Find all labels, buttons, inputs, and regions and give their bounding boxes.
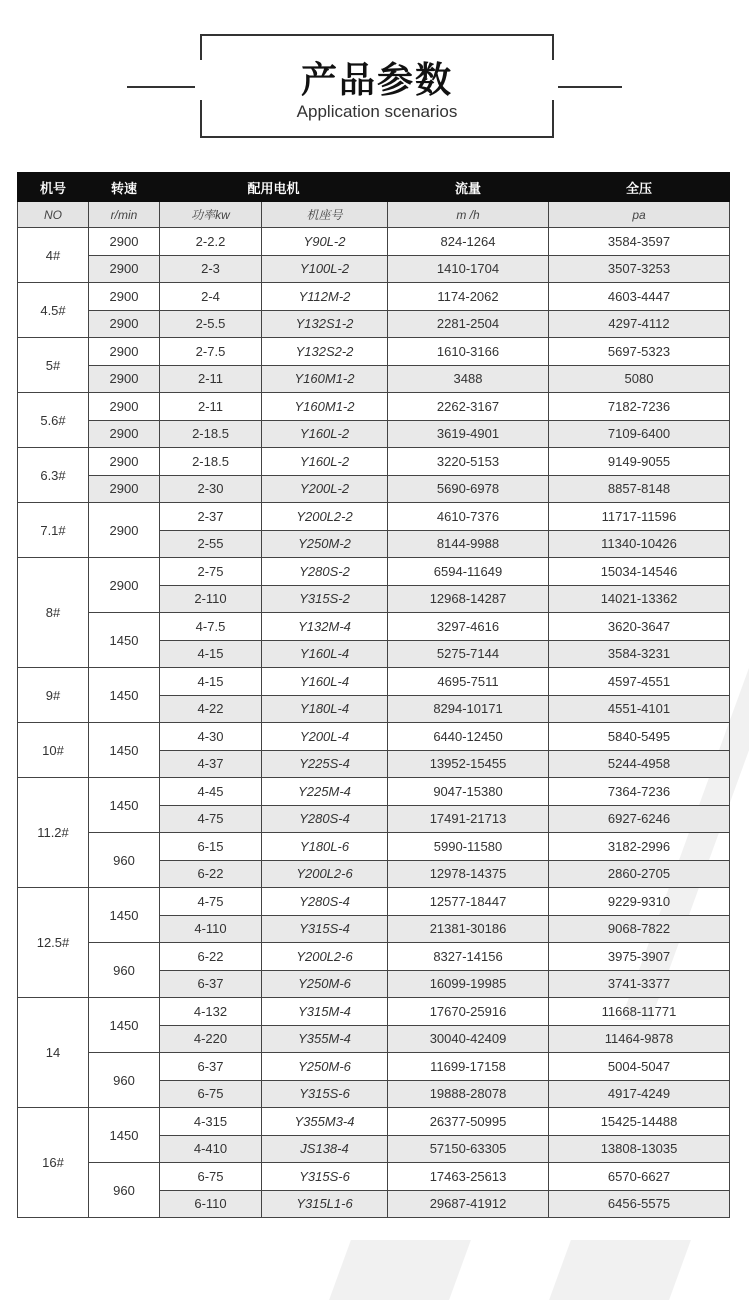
frame-cell: Y280S-4 <box>262 805 388 833</box>
flow-cell: 21381-30186 <box>388 915 549 943</box>
table-row <box>18 503 730 531</box>
power-cell: 2-30 <box>160 475 262 503</box>
table-row <box>18 393 730 421</box>
power-cell: 6-110 <box>160 1190 262 1218</box>
unit-cell-power: 功率kw <box>160 202 262 228</box>
frame-cell: Y160L-4 <box>262 668 388 696</box>
frame-cell: Y160L-2 <box>262 448 388 476</box>
table-row <box>18 778 730 806</box>
table-row <box>18 1053 730 1081</box>
power-cell: 2-11 <box>160 365 262 393</box>
frame-cell: Y315M-4 <box>262 998 388 1026</box>
pressure-cell: 3507-3253 <box>549 255 730 283</box>
speed-cell: 1450 <box>89 998 160 1053</box>
frame-cell: Y100L-2 <box>262 255 388 283</box>
model-no-cell: 4.5# <box>18 283 89 338</box>
table-row <box>18 283 730 311</box>
flow-cell: 2262-3167 <box>388 393 549 421</box>
table-row <box>18 475 730 503</box>
pressure-cell: 3975-3907 <box>549 943 730 971</box>
flow-cell: 17491-21713 <box>388 805 549 833</box>
speed-cell: 1450 <box>89 888 160 943</box>
power-cell: 4-15 <box>160 640 262 668</box>
header-cell-speed: 转速 <box>89 173 160 202</box>
pressure-cell: 11717-11596 <box>549 503 730 531</box>
table-unit-row <box>18 202 730 228</box>
model-no-cell: 4# <box>18 228 89 283</box>
flow-cell: 1410-1704 <box>388 255 549 283</box>
frame-cell: Y132S1-2 <box>262 310 388 338</box>
flow-cell: 3619-4901 <box>388 420 549 448</box>
speed-cell: 2900 <box>89 393 160 421</box>
speed-cell: 2900 <box>89 503 160 558</box>
speed-cell: 2900 <box>89 310 160 338</box>
table-row <box>18 613 730 641</box>
unit-cell-rpm: r/min <box>89 202 160 228</box>
frame-cell: Y225M-4 <box>262 778 388 806</box>
power-cell: 2-75 <box>160 558 262 586</box>
flow-cell: 4695-7511 <box>388 668 549 696</box>
flow-cell: 5990-11580 <box>388 833 549 861</box>
power-cell: 2-11 <box>160 393 262 421</box>
flow-cell: 5275-7144 <box>388 640 549 668</box>
power-cell: 4-220 <box>160 1025 262 1053</box>
speed-cell: 1450 <box>89 668 160 723</box>
table-row <box>18 420 730 448</box>
speed-cell: 2900 <box>89 255 160 283</box>
table-row <box>18 998 730 1026</box>
model-no-cell: 10# <box>18 723 89 778</box>
flow-cell: 6440-12450 <box>388 723 549 751</box>
table-row <box>18 310 730 338</box>
flow-cell: 17670-25916 <box>388 998 549 1026</box>
flow-cell: 4610-7376 <box>388 503 549 531</box>
frame-cell: Y355M-4 <box>262 1025 388 1053</box>
pressure-cell: 4551-4101 <box>549 695 730 723</box>
frame-cell: Y180L-6 <box>262 833 388 861</box>
speed-cell: 2900 <box>89 338 160 366</box>
power-cell: 2-4 <box>160 283 262 311</box>
model-no-cell: 16# <box>18 1108 89 1218</box>
model-no-cell: 5# <box>18 338 89 393</box>
power-cell: 2-5.5 <box>160 310 262 338</box>
power-cell: 6-75 <box>160 1080 262 1108</box>
power-cell: 6-22 <box>160 860 262 888</box>
pressure-cell: 7109-6400 <box>549 420 730 448</box>
table-row <box>18 1163 730 1191</box>
power-cell: 2-3 <box>160 255 262 283</box>
pressure-cell: 13808-13035 <box>549 1135 730 1163</box>
power-cell: 2-110 <box>160 585 262 613</box>
speed-cell: 2900 <box>89 420 160 448</box>
pressure-cell: 7182-7236 <box>549 393 730 421</box>
pressure-cell: 3620-3647 <box>549 613 730 641</box>
frame-cell: Y160L-4 <box>262 640 388 668</box>
speed-cell: 960 <box>89 1163 160 1218</box>
flow-cell: 57150-63305 <box>388 1135 549 1163</box>
flow-cell: 3297-4616 <box>388 613 549 641</box>
pressure-cell: 9149-9055 <box>549 448 730 476</box>
power-cell: 4-315 <box>160 1108 262 1136</box>
speed-cell: 2900 <box>89 228 160 256</box>
flow-cell: 12968-14287 <box>388 585 549 613</box>
speed-cell: 1450 <box>89 778 160 833</box>
table-row <box>18 448 730 476</box>
model-no-cell: 5.6# <box>18 393 89 448</box>
flow-cell: 17463-25613 <box>388 1163 549 1191</box>
frame-cell: Y250M-2 <box>262 530 388 558</box>
frame-cell: Y160M1-2 <box>262 365 388 393</box>
header-frame-bottom <box>200 136 554 138</box>
pressure-cell: 6927-6246 <box>549 805 730 833</box>
table-row <box>18 338 730 366</box>
pressure-cell: 11340-10426 <box>549 530 730 558</box>
frame-cell: Y250M-6 <box>262 970 388 998</box>
power-cell: 4-410 <box>160 1135 262 1163</box>
header-cell-model-no: 机号 <box>18 173 89 202</box>
pressure-cell: 6570-6627 <box>549 1163 730 1191</box>
pressure-cell: 4603-4447 <box>549 283 730 311</box>
frame-cell: Y200L2-2 <box>262 503 388 531</box>
pressure-cell: 3584-3231 <box>549 640 730 668</box>
flow-cell: 26377-50995 <box>388 1108 549 1136</box>
flow-cell: 6594-11649 <box>388 558 549 586</box>
flow-cell: 19888-28078 <box>388 1080 549 1108</box>
frame-cell: JS138-4 <box>262 1135 388 1163</box>
table-row <box>18 365 730 393</box>
power-cell: 4-15 <box>160 668 262 696</box>
header-cell-flow: 流量 <box>388 173 549 202</box>
pressure-cell: 5080 <box>549 365 730 393</box>
pressure-cell: 5244-4958 <box>549 750 730 778</box>
flow-cell: 8327-14156 <box>388 943 549 971</box>
power-cell: 6-37 <box>160 1053 262 1081</box>
pressure-cell: 8857-8148 <box>549 475 730 503</box>
speed-cell: 960 <box>89 1053 160 1108</box>
pressure-cell: 9068-7822 <box>549 915 730 943</box>
pressure-cell: 4917-4249 <box>549 1080 730 1108</box>
model-no-cell: 6.3# <box>18 448 89 503</box>
frame-cell: Y90L-2 <box>262 228 388 256</box>
pressure-cell: 14021-13362 <box>549 585 730 613</box>
pressure-cell: 6456-5575 <box>549 1190 730 1218</box>
page-subtitle: Application scenarios <box>296 102 458 121</box>
table-row <box>18 558 730 586</box>
frame-cell: Y180L-4 <box>262 695 388 723</box>
frame-cell: Y355M3-4 <box>262 1108 388 1136</box>
frame-cell: Y315S-2 <box>262 585 388 613</box>
speed-cell: 960 <box>89 943 160 998</box>
frame-cell: Y200L2-6 <box>262 860 388 888</box>
power-cell: 4-22 <box>160 695 262 723</box>
header-cell-pressure: 全压 <box>549 173 730 202</box>
speed-cell: 2900 <box>89 283 160 311</box>
flow-cell: 2281-2504 <box>388 310 549 338</box>
unit-cell-pa: pa <box>549 202 730 228</box>
pressure-cell: 5697-5323 <box>549 338 730 366</box>
frame-cell: Y315S-6 <box>262 1080 388 1108</box>
table-row <box>18 668 730 696</box>
frame-cell: Y280S-4 <box>262 888 388 916</box>
frame-cell: Y132M-4 <box>262 613 388 641</box>
frame-cell: Y315S-6 <box>262 1163 388 1191</box>
table-row <box>18 943 730 971</box>
flow-cell: 9047-15380 <box>388 778 549 806</box>
frame-cell: Y160L-2 <box>262 420 388 448</box>
decorative-background-shape <box>329 1240 471 1300</box>
model-no-cell: 7.1# <box>18 503 89 558</box>
frame-cell: Y200L-4 <box>262 723 388 751</box>
header-cell-motor: 配用电机 <box>160 173 388 202</box>
flow-cell: 29687-41912 <box>388 1190 549 1218</box>
speed-cell: 2900 <box>89 365 160 393</box>
frame-cell: Y160M1-2 <box>262 393 388 421</box>
power-cell: 4-7.5 <box>160 613 262 641</box>
section-header <box>0 0 749 150</box>
power-cell: 6-75 <box>160 1163 262 1191</box>
pressure-cell: 11464-9878 <box>549 1025 730 1053</box>
table-body <box>18 228 730 1218</box>
frame-cell: Y200L-2 <box>262 475 388 503</box>
speed-cell: 1450 <box>89 1108 160 1163</box>
model-no-cell: 12.5# <box>18 888 89 998</box>
pressure-cell: 3182-2996 <box>549 833 730 861</box>
flow-cell: 3488 <box>388 365 549 393</box>
power-cell: 2-7.5 <box>160 338 262 366</box>
power-cell: 4-37 <box>160 750 262 778</box>
decorative-background-shape <box>549 1240 691 1300</box>
flow-cell: 11699-17158 <box>388 1053 549 1081</box>
pressure-cell: 3584-3597 <box>549 228 730 256</box>
speed-cell: 1450 <box>89 613 160 668</box>
frame-cell: Y250M-6 <box>262 1053 388 1081</box>
power-cell: 6-22 <box>160 943 262 971</box>
flow-cell: 824-1264 <box>388 228 549 256</box>
pressure-cell: 4597-4551 <box>549 668 730 696</box>
pressure-cell: 15425-14488 <box>549 1108 730 1136</box>
power-cell: 4-110 <box>160 915 262 943</box>
model-no-cell: 14 <box>18 998 89 1108</box>
pressure-cell: 4297-4112 <box>549 310 730 338</box>
header-frame-top <box>200 34 554 36</box>
pressure-cell: 2860-2705 <box>549 860 730 888</box>
power-cell: 4-132 <box>160 998 262 1026</box>
pressure-cell: 15034-14546 <box>549 558 730 586</box>
power-cell: 4-75 <box>160 805 262 833</box>
speed-cell: 960 <box>89 833 160 888</box>
flow-cell: 12577-18447 <box>388 888 549 916</box>
flow-cell: 5690-6978 <box>388 475 549 503</box>
table-row <box>18 723 730 751</box>
model-no-cell: 9# <box>18 668 89 723</box>
frame-cell: Y315L1-6 <box>262 1190 388 1218</box>
header-left-rule <box>127 86 195 88</box>
flow-cell: 1174-2062 <box>388 283 549 311</box>
table-row <box>18 255 730 283</box>
flow-cell: 1610-3166 <box>388 338 549 366</box>
flow-cell: 3220-5153 <box>388 448 549 476</box>
flow-cell: 12978-14375 <box>388 860 549 888</box>
header-right-rule <box>558 86 622 88</box>
page-title: 产品参数 <box>300 60 453 101</box>
table-row <box>18 888 730 916</box>
power-cell: 4-45 <box>160 778 262 806</box>
power-cell: 2-2.2 <box>160 228 262 256</box>
power-cell: 2-18.5 <box>160 448 262 476</box>
flow-cell: 13952-15455 <box>388 750 549 778</box>
speed-cell: 1450 <box>89 723 160 778</box>
pressure-cell: 11668-11771 <box>549 998 730 1026</box>
unit-cell-no: NO <box>18 202 89 228</box>
table-row <box>18 833 730 861</box>
speed-cell: 2900 <box>89 558 160 613</box>
flow-cell: 8294-10171 <box>388 695 549 723</box>
power-cell: 4-30 <box>160 723 262 751</box>
model-no-cell: 11.2# <box>18 778 89 888</box>
frame-cell: Y132S2-2 <box>262 338 388 366</box>
flow-cell: 8144-9988 <box>388 530 549 558</box>
model-no-cell: 8# <box>18 558 89 668</box>
power-cell: 6-15 <box>160 833 262 861</box>
flow-cell: 16099-19985 <box>388 970 549 998</box>
table-header-row <box>18 173 730 202</box>
frame-cell: Y200L2-6 <box>262 943 388 971</box>
speed-cell: 2900 <box>89 475 160 503</box>
table-row <box>18 1108 730 1136</box>
frame-cell: Y280S-2 <box>262 558 388 586</box>
power-cell: 2-37 <box>160 503 262 531</box>
pressure-cell: 9229-9310 <box>549 888 730 916</box>
power-cell: 4-75 <box>160 888 262 916</box>
unit-cell-frame: 机座号 <box>262 202 388 228</box>
table-row <box>18 228 730 256</box>
frame-cell: Y225S-4 <box>262 750 388 778</box>
pressure-cell: 5004-5047 <box>549 1053 730 1081</box>
speed-cell: 2900 <box>89 448 160 476</box>
power-cell: 6-37 <box>160 970 262 998</box>
power-cell: 2-55 <box>160 530 262 558</box>
flow-cell: 30040-42409 <box>388 1025 549 1053</box>
product-spec-table <box>17 172 730 1218</box>
unit-cell-flow: m /h <box>388 202 549 228</box>
pressure-cell: 7364-7236 <box>549 778 730 806</box>
frame-cell: Y112M-2 <box>262 283 388 311</box>
pressure-cell: 3741-3377 <box>549 970 730 998</box>
frame-cell: Y315S-4 <box>262 915 388 943</box>
power-cell: 2-18.5 <box>160 420 262 448</box>
pressure-cell: 5840-5495 <box>549 723 730 751</box>
